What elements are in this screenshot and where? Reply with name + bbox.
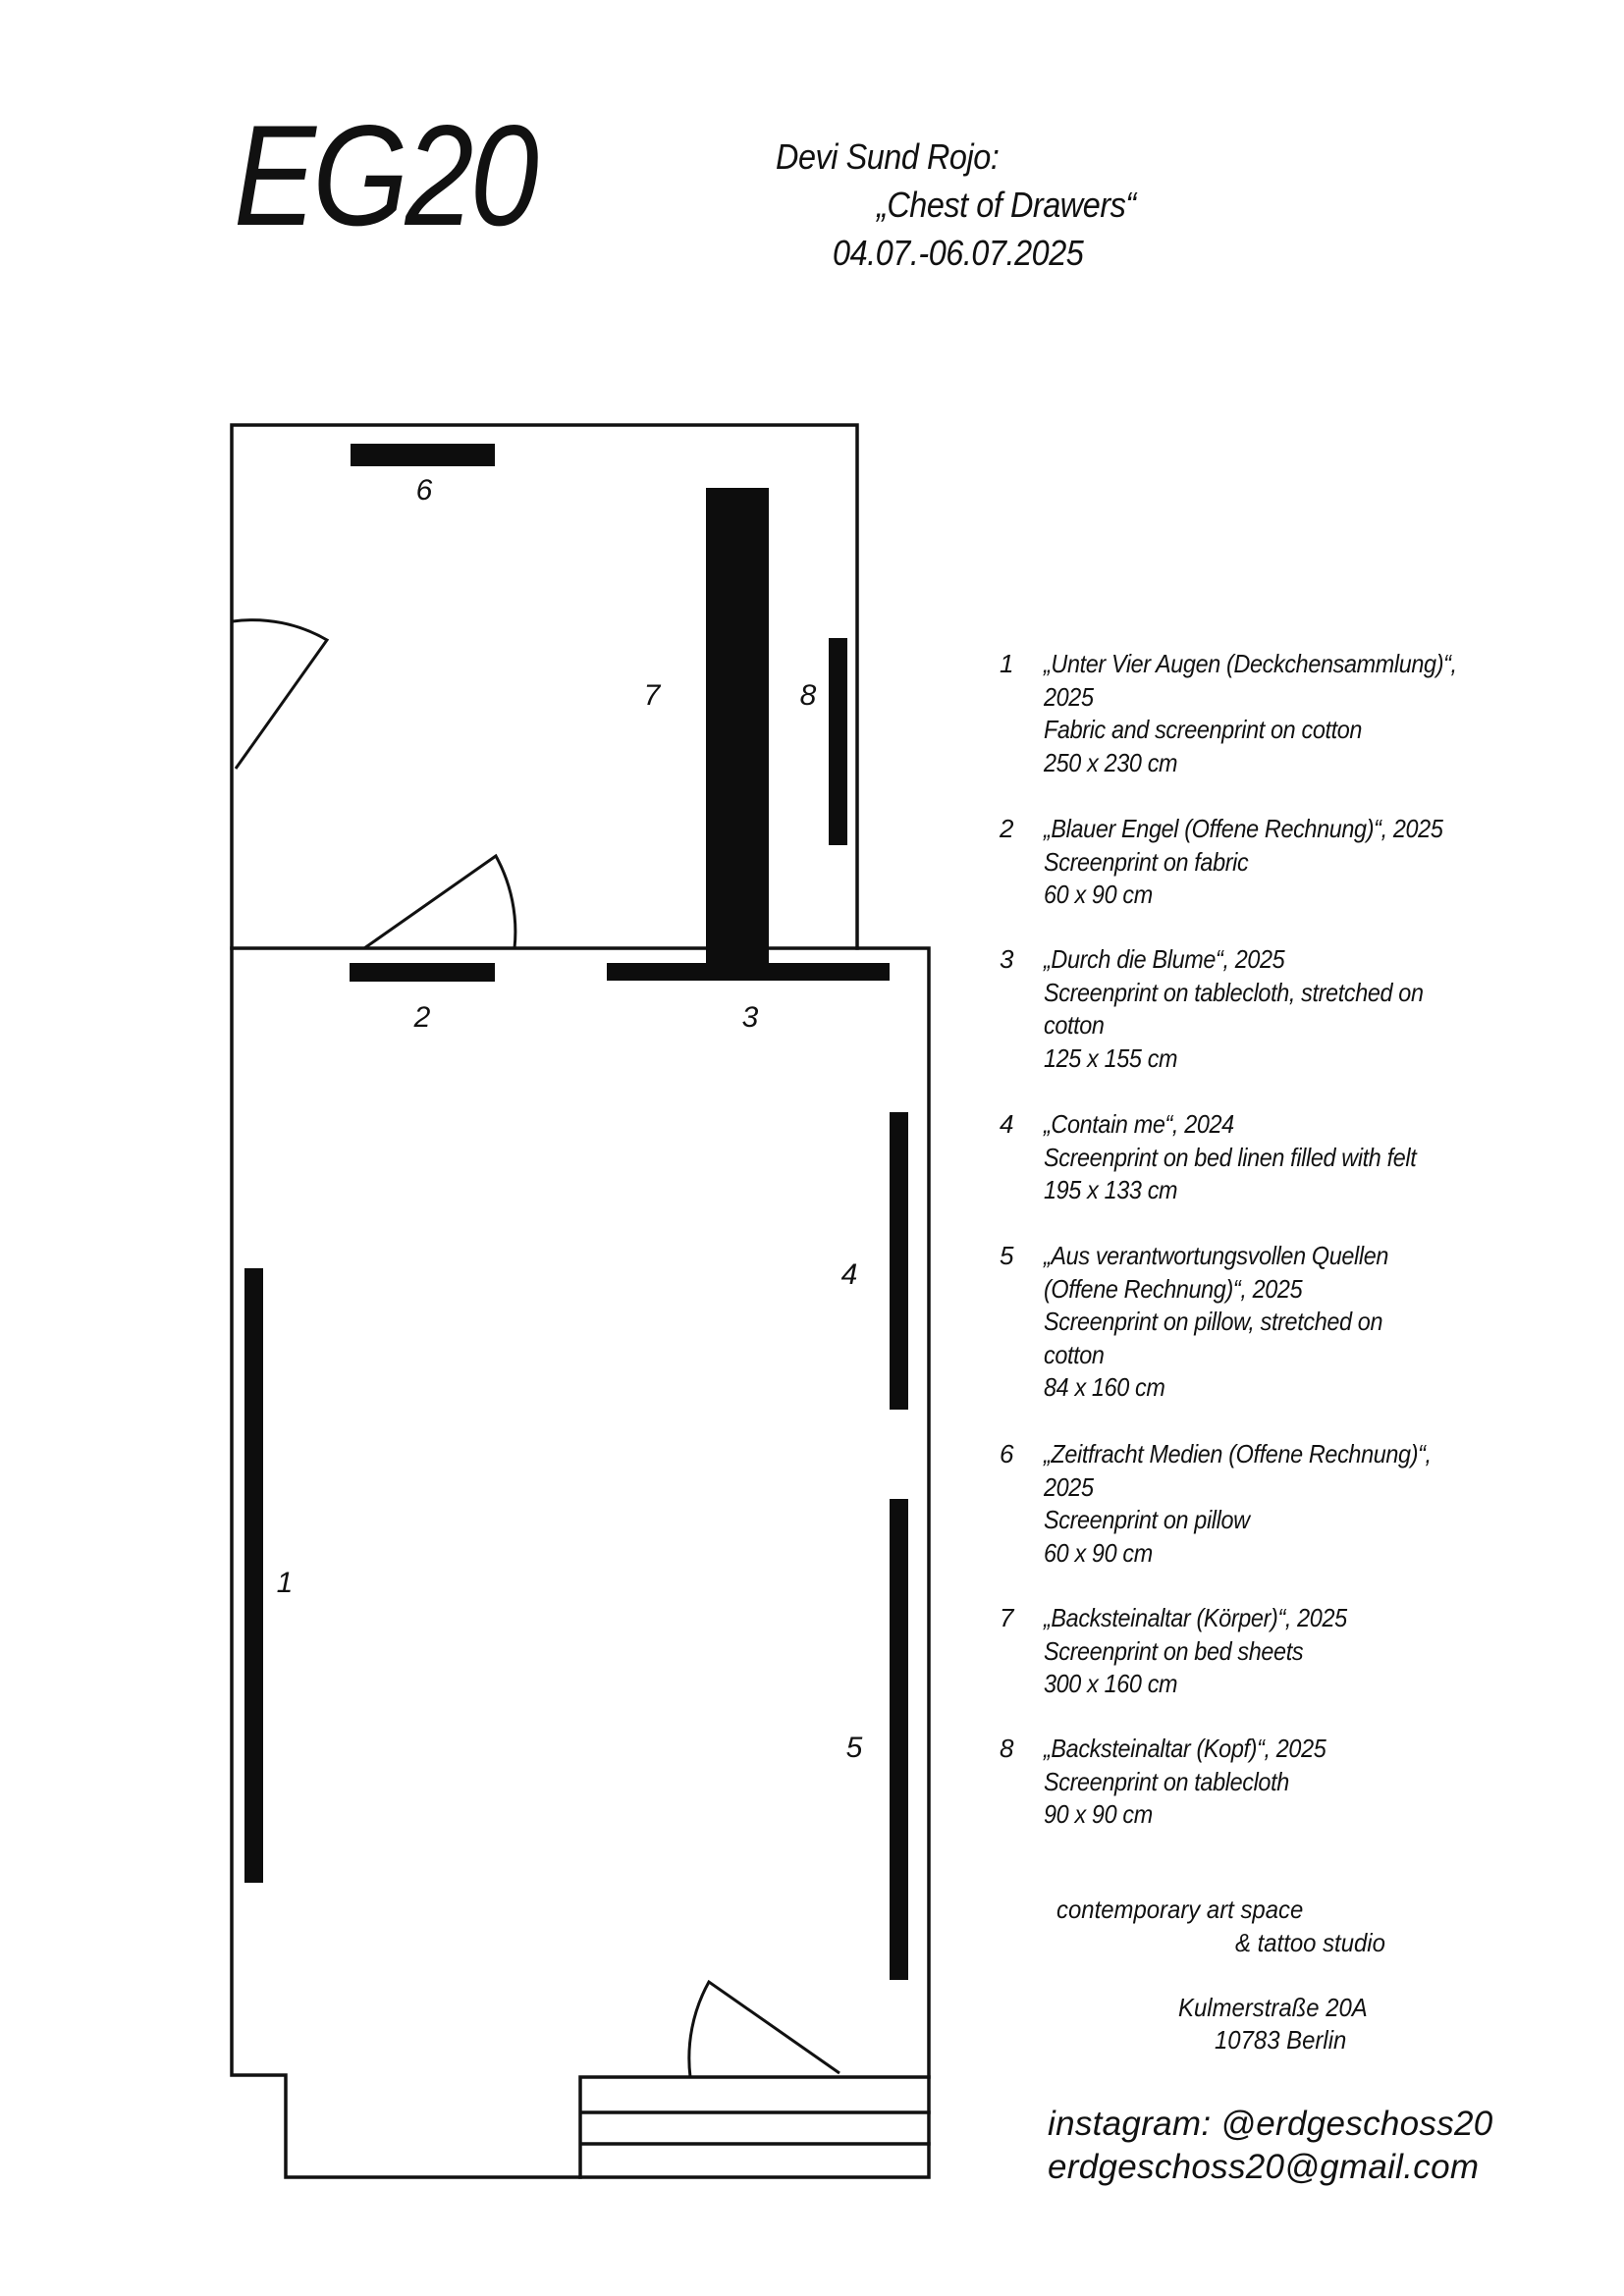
plan-label-7: 7 — [643, 679, 661, 712]
item-dimensions: 300 x 160 cm — [1044, 1669, 1178, 1698]
item-title-cont: (Offene Rechnung)“, 2025 — [1044, 1273, 1303, 1304]
item-details — [1044, 1108, 1613, 1207]
item-year: 2025 — [1044, 1471, 1094, 1502]
lower-room-walls — [232, 948, 929, 2177]
item-details — [1044, 1733, 1613, 1832]
item-dimensions: 60 x 90 cm — [1044, 880, 1153, 909]
item-title: „Durch die Blume“, 2025 — [1044, 944, 1285, 974]
artwork-8-marker — [829, 638, 847, 845]
plan-label-6: 6 — [415, 474, 433, 507]
item-number: 3 — [1000, 944, 1014, 974]
item-number: 8 — [1000, 1734, 1014, 1763]
artwork-7-marker — [706, 488, 769, 979]
instagram-link[interactable]: instagram: @erdgeschoss20 — [1048, 2105, 1493, 2143]
item-number: 7 — [1000, 1603, 1014, 1632]
item-dimensions: 90 x 90 cm — [1044, 1799, 1153, 1829]
artwork-1-marker — [244, 1268, 263, 1883]
tagline-line-2: & tattoo studio — [1235, 1928, 1385, 1957]
artist-name: Devi Sund Rojo: — [776, 136, 1000, 177]
item-details — [1044, 1438, 1613, 1570]
item-details — [1044, 1602, 1613, 1701]
item-details — [1044, 648, 1613, 779]
item-number: 2 — [1000, 814, 1014, 843]
tagline-line-1: contemporary art space — [1056, 1895, 1304, 1924]
item-medium: Screenprint on pillow — [1044, 1505, 1250, 1534]
item-number: 4 — [1000, 1109, 1014, 1139]
item-medium: Screenprint on bed sheets — [1044, 1635, 1304, 1666]
plan-label-4: 4 — [840, 1258, 858, 1291]
item-title: „Unter Vier Augen (Deckchensammlung)“, — [1044, 649, 1457, 678]
item-dimensions: 195 x 133 cm — [1044, 1175, 1178, 1204]
item-medium: Screenprint on pillow, stretched on — [1044, 1307, 1383, 1336]
item-details — [1044, 1240, 1613, 1405]
plan-label-2: 2 — [413, 1001, 431, 1034]
item-medium-cont: cotton — [1044, 1339, 1105, 1369]
item-medium: Screenprint on bed linen filled with felt — [1044, 1142, 1417, 1172]
email-link[interactable]: erdgeschoss20@gmail.com — [1048, 2148, 1480, 2186]
item-number: 5 — [1000, 1241, 1014, 1270]
item-title: „Backsteinaltar (Körper)“, 2025 — [1044, 1603, 1347, 1632]
item-number: 1 — [1000, 649, 1014, 678]
item-details — [1044, 813, 1613, 912]
plan-label-8: 8 — [799, 679, 817, 712]
address-city: 10783 Berlin — [1215, 2025, 1347, 2055]
item-title: „Zeitfracht Medien (Offene Rechnung)“, — [1044, 1439, 1432, 1468]
item-title: „Backsteinaltar (Kopf)“, 2025 — [1044, 1734, 1326, 1763]
item-medium: Screenprint on tablecloth — [1044, 1766, 1289, 1796]
item-medium: Fabric and screenprint on cotton — [1044, 715, 1363, 744]
exhibition-title: „Chest of Drawers“ — [877, 185, 1136, 225]
item-dimensions: 125 x 155 cm — [1044, 1042, 1178, 1073]
address-street: Kulmerstraße 20A — [1178, 1993, 1368, 2022]
item-medium: Screenprint on tablecloth, stretched on — [1044, 977, 1424, 1007]
artwork-2-marker — [350, 963, 495, 982]
door-swing-icon — [364, 856, 515, 948]
item-medium-cont: cotton — [1044, 1010, 1105, 1040]
item-year: 2025 — [1044, 681, 1094, 712]
item-dimensions: 60 x 90 cm — [1044, 1537, 1153, 1568]
door-swing-icon — [233, 620, 327, 769]
logo: EG20 — [234, 95, 536, 255]
item-dimensions: 250 x 230 cm — [1044, 747, 1178, 777]
item-title: „Aus verantwortungsvollen Quellen — [1044, 1241, 1389, 1270]
item-title: „Contain me“, 2024 — [1044, 1109, 1234, 1139]
item-number: 6 — [1000, 1439, 1014, 1468]
artwork-4-marker — [890, 1112, 908, 1410]
artwork-5-marker — [890, 1499, 908, 1980]
door-swing-icon — [689, 1982, 839, 2077]
exhibition-dates: 04.07.-06.07.2025 — [833, 233, 1084, 273]
artwork-6-marker — [351, 444, 495, 466]
plan-label-5: 5 — [845, 1732, 863, 1764]
item-dimensions: 84 x 160 cm — [1044, 1372, 1165, 1402]
entrance-steps — [580, 2077, 929, 2177]
plan-label-3: 3 — [741, 1001, 759, 1034]
item-title: „Blauer Engel (Offene Rechnung)“, 2025 — [1044, 814, 1443, 843]
item-details — [1044, 943, 1613, 1075]
plan-label-1: 1 — [276, 1567, 294, 1599]
item-medium: Screenprint on fabric — [1044, 846, 1249, 877]
